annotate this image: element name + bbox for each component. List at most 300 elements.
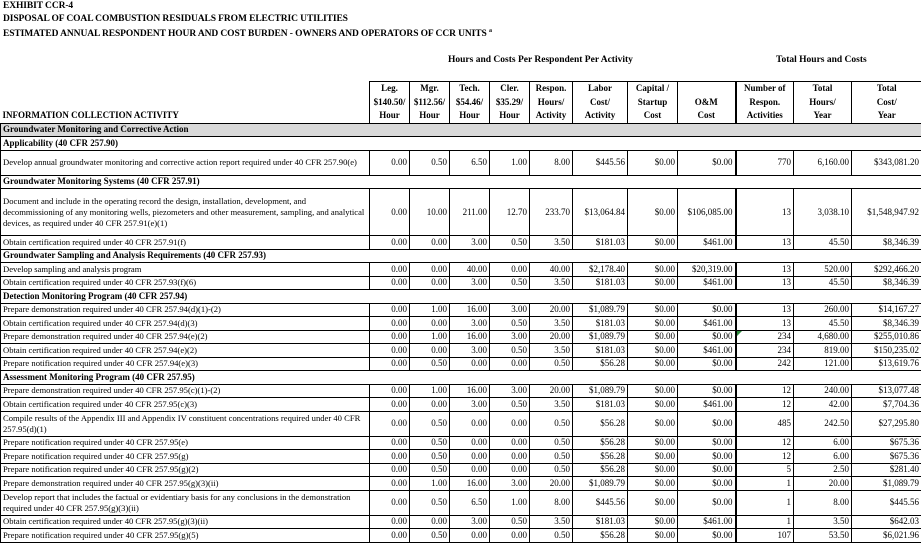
table-row (1, 150, 921, 175)
labor-cost-cell: $181.03 (573, 276, 628, 290)
mgr-hours-cell: 1.00 (410, 303, 450, 317)
total-cost-cell: $675.36 (852, 450, 921, 464)
total-cost-cell: $14,167.27 (852, 303, 921, 317)
col-num-h3: Activities (736, 109, 794, 123)
table-row (1, 398, 921, 412)
num-activities-cell: 1 (736, 490, 794, 515)
activity-cell: Obtain certification required under 40 CFR 257.91(f) (1, 236, 370, 250)
table-row (1, 411, 921, 436)
col-om-h1 (678, 82, 736, 96)
total-hours-cell: 819.00 (794, 344, 852, 358)
col-om-h3: Cost (678, 109, 736, 123)
num-activities-cell: 5 (736, 463, 794, 477)
col-respon-h1: Respon. (530, 82, 573, 96)
subsection-title: Applicability (40 CFR 257.90) (1, 137, 921, 151)
exhibit-subtitle (3, 28, 492, 39)
num-activities-cell: 13 (736, 236, 794, 250)
activity-cell: Develop annual groundwater monitoring and corrective action report required under 40 CFR 257.90(e) (1, 150, 370, 175)
table-row (1, 344, 921, 358)
leg-hours-cell: 0.00 (370, 150, 410, 175)
col-leg-h1: Leg. (370, 82, 410, 96)
respon-hours-cell: 3.50 (530, 515, 573, 529)
num-activities-cell: 234 (736, 344, 794, 358)
labor-cost-cell: $56.28 (573, 529, 628, 543)
total-hours-cell: 53.50 (794, 529, 852, 543)
table-row (1, 317, 921, 331)
col-num-h1: Number of (736, 82, 794, 96)
table-row (1, 189, 921, 236)
activity-cell: Prepare demonstration required under 40 CFR 257.94(d)(1)-(2) (1, 303, 370, 317)
total-cost-cell: $7,704.36 (852, 398, 921, 412)
total-hours-cell: 240.00 (794, 384, 852, 398)
tech-hours-cell: 3.00 (450, 317, 490, 331)
total-cost-cell: $281.40 (852, 463, 921, 477)
respon-hours-cell: 0.50 (530, 529, 573, 543)
col-labor-h2: Cost/ (573, 96, 628, 110)
section-header (1, 123, 921, 137)
capital-cost-cell: $0.00 (628, 330, 678, 344)
capital-cost-cell: $0.00 (628, 384, 678, 398)
respon-hours-cell: 0.50 (530, 357, 573, 371)
total-hours-cell: 242.50 (794, 411, 852, 436)
labor-cost-cell: $1,089.79 (573, 477, 628, 491)
tech-hours-cell: 6.50 (450, 490, 490, 515)
activity-cell: Develop sampling and analysis program (1, 263, 370, 277)
om-cost-cell: $461.00 (678, 515, 736, 529)
mgr-hours-cell: 0.00 (410, 276, 450, 290)
num-activities-cell: 770 (736, 150, 794, 175)
num-activities-cell: 1 (736, 515, 794, 529)
respon-hours-cell: 0.50 (530, 436, 573, 450)
activity-cell: Develop report that includes the factual or evidentiary basis for any conclusions in the demonstration required under 40 CFR 257.95(g)(3)(ii) (1, 490, 370, 515)
col-capital-h1: Capital / (628, 82, 678, 96)
tech-hours-cell: 16.00 (450, 384, 490, 398)
section-title: Groundwater Monitoring and Corrective Action (1, 123, 921, 137)
om-cost-cell: $0.00 (678, 463, 736, 477)
respon-hours-cell: 0.50 (530, 463, 573, 477)
leg-hours-cell: 0.00 (370, 344, 410, 358)
num-activities-cell: 1 (736, 477, 794, 491)
tech-hours-cell: 3.00 (450, 398, 490, 412)
num-activities-cell: 13 (736, 317, 794, 331)
total-cost-cell: $642.03 (852, 515, 921, 529)
col-cler-h1: Cler. (490, 82, 530, 96)
table-row (1, 477, 921, 491)
labor-cost-cell: $2,178.40 (573, 263, 628, 277)
cler-hours-cell: 3.00 (490, 303, 530, 317)
cler-hours-cell: 12.70 (490, 189, 530, 236)
total-hours-cell: 20.00 (794, 477, 852, 491)
num-activities-cell: 12 (736, 384, 794, 398)
om-cost-cell: $461.00 (678, 276, 736, 290)
labor-cost-cell: $181.03 (573, 236, 628, 250)
table-row (1, 463, 921, 477)
respon-hours-cell: 20.00 (530, 303, 573, 317)
leg-hours-cell: 0.00 (370, 236, 410, 250)
col-num-h2: Respon. (736, 96, 794, 110)
om-cost-cell: $0.00 (678, 411, 736, 436)
group-header-per-respondent: Hours and Costs Per Respondent Per Activity (448, 55, 633, 65)
col-mgr-h1: Mgr. (410, 82, 450, 96)
total-hours-cell: 6.00 (794, 436, 852, 450)
exhibit-title: DISPOSAL OF COAL COMBUSTION RESIDUALS FROM ELECTRIC UTILITIES (3, 14, 348, 24)
group-header-total: Total Hours and Costs (776, 55, 867, 65)
labor-cost-cell: $56.28 (573, 357, 628, 371)
labor-cost-cell: $56.28 (573, 463, 628, 477)
subsection-header (1, 290, 921, 304)
mgr-hours-cell: 0.00 (410, 317, 450, 331)
tech-hours-cell: 3.00 (450, 276, 490, 290)
mgr-hours-cell: 1.00 (410, 330, 450, 344)
leg-hours-cell: 0.00 (370, 490, 410, 515)
capital-cost-cell: $0.00 (628, 529, 678, 543)
leg-hours-cell: 0.00 (370, 463, 410, 477)
total-cost-cell: $255,010.86 (852, 330, 921, 344)
table-row (1, 357, 921, 371)
activity-cell: Prepare notification required under 40 CFR 257.95(g) (1, 450, 370, 464)
subsection-header (1, 137, 921, 151)
labor-cost-cell: $445.56 (573, 490, 628, 515)
total-hours-cell: 2.50 (794, 463, 852, 477)
leg-hours-cell: 0.00 (370, 384, 410, 398)
total-cost-cell: $6,021.96 (852, 529, 921, 543)
mgr-hours-cell: 0.00 (410, 398, 450, 412)
activity-cell: Prepare demonstration required under 40 CFR 257.95(g)(3)(ii) (1, 477, 370, 491)
labor-cost-cell: $181.03 (573, 344, 628, 358)
cler-hours-cell: 3.00 (490, 330, 530, 344)
table-row (1, 515, 921, 529)
leg-hours-cell: 0.00 (370, 450, 410, 464)
mgr-hours-cell: 10.00 (410, 189, 450, 236)
respon-hours-cell: 3.50 (530, 398, 573, 412)
activity-cell: Prepare demonstration required under 40 CFR 257.95(c)(1)-(2) (1, 384, 370, 398)
cler-hours-cell: 0.50 (490, 344, 530, 358)
total-hours-cell: 260.00 (794, 303, 852, 317)
exhibit-label: EXHIBIT CCR-4 (3, 1, 74, 11)
om-cost-cell: $461.00 (678, 236, 736, 250)
cler-hours-cell: 1.00 (490, 150, 530, 175)
leg-hours-cell: 0.00 (370, 436, 410, 450)
om-cost-cell: $20,319.00 (678, 263, 736, 277)
respon-hours-cell: 3.50 (530, 276, 573, 290)
tech-hours-cell: 0.00 (450, 436, 490, 450)
table-row (1, 263, 921, 277)
total-hours-cell: 3,038.10 (794, 189, 852, 236)
cler-hours-cell: 0.50 (490, 317, 530, 331)
cler-hours-cell: 0.00 (490, 450, 530, 464)
total-hours-cell: 520.00 (794, 263, 852, 277)
total-cost-cell: $8,346.39 (852, 317, 921, 331)
tech-hours-cell: 16.00 (450, 330, 490, 344)
capital-cost-cell: $0.00 (628, 411, 678, 436)
mgr-hours-cell: 0.50 (410, 357, 450, 371)
mgr-hours-cell: 0.50 (410, 529, 450, 543)
table-body (1, 123, 921, 542)
total-hours-cell: 3.50 (794, 515, 852, 529)
col-labor-h1: Labor (573, 82, 628, 96)
tech-hours-cell: 3.00 (450, 236, 490, 250)
om-cost-cell: $0.00 (678, 436, 736, 450)
col-om-h2: O&M (678, 96, 736, 110)
col-capital-h3: Cost (628, 109, 678, 123)
respon-hours-cell: 233.70 (530, 189, 573, 236)
cler-hours-cell: 0.00 (490, 357, 530, 371)
om-cost-cell: $0.00 (678, 357, 736, 371)
tech-hours-cell: 3.00 (450, 515, 490, 529)
total-cost-cell: $8,346.39 (852, 236, 921, 250)
num-activities-cell: 13 (736, 303, 794, 317)
mgr-hours-cell: 0.50 (410, 490, 450, 515)
labor-cost-cell: $181.03 (573, 317, 628, 331)
mgr-hours-cell: 1.00 (410, 477, 450, 491)
col-mgr-h3: Hour (410, 109, 450, 123)
col-labor-h3: Activity (573, 109, 628, 123)
total-cost-cell: $8,346.39 (852, 276, 921, 290)
leg-hours-cell: 0.00 (370, 357, 410, 371)
table-row (1, 303, 921, 317)
total-cost-cell: $150,235.02 (852, 344, 921, 358)
subsection-title: Groundwater Sampling and Analysis Requirements (40 CFR 257.93) (1, 249, 921, 263)
total-cost-cell: $445.56 (852, 490, 921, 515)
col-leg-h2: $140.50/ (370, 96, 410, 110)
tech-hours-cell: 211.00 (450, 189, 490, 236)
labor-cost-cell: $181.03 (573, 398, 628, 412)
respon-hours-cell: 8.00 (530, 490, 573, 515)
respon-hours-cell: 3.50 (530, 317, 573, 331)
col-tech-h1: Tech. (450, 82, 490, 96)
respon-hours-cell: 20.00 (530, 477, 573, 491)
col-total-cost-h3: Year (852, 109, 921, 123)
om-cost-cell: $0.00 (678, 529, 736, 543)
table-row (1, 436, 921, 450)
total-hours-cell: 45.50 (794, 317, 852, 331)
capital-cost-cell: $0.00 (628, 344, 678, 358)
total-cost-cell: $1,548,947.92 (852, 189, 921, 236)
activity-cell: Prepare notification required under 40 CFR 257.94(e)(3) (1, 357, 370, 371)
respon-hours-cell: 20.00 (530, 384, 573, 398)
cler-hours-cell: 1.00 (490, 490, 530, 515)
om-cost-cell: $461.00 (678, 344, 736, 358)
activity-cell: Prepare notification required under 40 CFR 257.95(g)(2) (1, 463, 370, 477)
table-row (1, 490, 921, 515)
col-total-hours-h1: Total (794, 82, 852, 96)
num-activities-cell: 12 (736, 398, 794, 412)
tech-hours-cell: 16.00 (450, 477, 490, 491)
mgr-hours-cell: 1.00 (410, 384, 450, 398)
leg-hours-cell: 0.00 (370, 330, 410, 344)
capital-cost-cell: $0.00 (628, 236, 678, 250)
mgr-hours-cell: 0.00 (410, 515, 450, 529)
total-cost-cell: $27,295.80 (852, 411, 921, 436)
mgr-hours-cell: 0.50 (410, 450, 450, 464)
subsection-header (1, 249, 921, 263)
respon-hours-cell: 3.50 (530, 344, 573, 358)
cler-hours-cell: 0.50 (490, 398, 530, 412)
capital-cost-cell: $0.00 (628, 398, 678, 412)
om-cost-cell: $0.00 (678, 330, 736, 344)
cler-hours-cell: 0.00 (490, 529, 530, 543)
labor-cost-cell: $181.03 (573, 515, 628, 529)
activity-cell: Document and include in the operating record the design, installation, development, and decommissioning of any monitoring wells, piezometers and other measurement, sampling, and analytical devices, as required under 40 CFR 257.91(e)(1) (1, 189, 370, 236)
exhibit-subtitle-text: ESTIMATED ANNUAL RESPONDENT HOUR AND COST BURDEN - OWNERS AND OPERATORS OF CCR UNITS (3, 29, 487, 40)
footnote-marker: a (488, 28, 492, 34)
total-cost-cell: $292,466.20 (852, 263, 921, 277)
num-activities-cell: 485 (736, 411, 794, 436)
respon-hours-cell: 8.00 (530, 150, 573, 175)
capital-cost-cell: $0.00 (628, 303, 678, 317)
subsection-header (1, 175, 921, 189)
total-cost-cell: $1,089.79 (852, 477, 921, 491)
capital-cost-cell: $0.00 (628, 490, 678, 515)
labor-cost-cell: $13,064.84 (573, 189, 628, 236)
cler-hours-cell: 0.50 (490, 515, 530, 529)
col-tech-h2: $54.46/ (450, 96, 490, 110)
tech-hours-cell: 0.00 (450, 529, 490, 543)
col-total-hours-h3: Year (794, 109, 852, 123)
col-tech-h3: Hour (450, 109, 490, 123)
subsection-header (1, 371, 921, 385)
num-activities-cell: 13 (736, 189, 794, 236)
col-cler-h3: Hour (490, 109, 530, 123)
leg-hours-cell: 0.00 (370, 317, 410, 331)
col-total-cost-h2: Cost/ (852, 96, 921, 110)
capital-cost-cell: $0.00 (628, 357, 678, 371)
cler-hours-cell: 0.50 (490, 276, 530, 290)
total-hours-cell: 6.00 (794, 450, 852, 464)
col-activity: INFORMATION COLLECTION ACTIVITY (1, 109, 370, 123)
capital-cost-cell: $0.00 (628, 263, 678, 277)
om-cost-cell: $106,085.00 (678, 189, 736, 236)
leg-hours-cell: 0.00 (370, 529, 410, 543)
cler-hours-cell: 3.00 (490, 384, 530, 398)
total-cost-cell: $13,619.76 (852, 357, 921, 371)
activity-cell: Prepare notification required under 40 CFR 257.95(g)(5) (1, 529, 370, 543)
col-respon-h3: Activity (530, 109, 573, 123)
subsection-title: Detection Monitoring Program (40 CFR 257.94) (1, 290, 921, 304)
leg-hours-cell: 0.00 (370, 189, 410, 236)
total-hours-cell: 8.00 (794, 490, 852, 515)
num-activities-cell: 12 (736, 436, 794, 450)
labor-cost-cell: $445.56 (573, 150, 628, 175)
mgr-hours-cell: 0.50 (410, 150, 450, 175)
subsection-title: Assessment Monitoring Program (40 CFR 257.95) (1, 371, 921, 385)
total-hours-cell: 6,160.00 (794, 150, 852, 175)
respon-hours-cell: 3.50 (530, 236, 573, 250)
cler-hours-cell: 0.00 (490, 436, 530, 450)
col-mgr-h2: $112.56/ (410, 96, 450, 110)
total-hours-cell: 121.00 (794, 357, 852, 371)
mgr-hours-cell: 0.50 (410, 463, 450, 477)
respon-hours-cell: 20.00 (530, 330, 573, 344)
burden-table (0, 81, 921, 543)
num-activities-cell: 107 (736, 529, 794, 543)
tech-hours-cell: 0.00 (450, 357, 490, 371)
capital-cost-cell: $0.00 (628, 317, 678, 331)
mgr-hours-cell: 0.50 (410, 436, 450, 450)
table-row (1, 330, 921, 344)
col-respon-h2: Hours/ (530, 96, 573, 110)
table-row (1, 384, 921, 398)
total-hours-cell: 45.50 (794, 236, 852, 250)
om-cost-cell: $0.00 (678, 490, 736, 515)
activity-cell: Obtain certification required under 40 CFR 257.94(d)(3) (1, 317, 370, 331)
col-cler-h2: $35.29/ (490, 96, 530, 110)
capital-cost-cell: $0.00 (628, 477, 678, 491)
labor-cost-cell: $1,089.79 (573, 303, 628, 317)
activity-cell: Prepare notification required under 40 CFR 257.95(e) (1, 436, 370, 450)
num-activities-cell: 13 (736, 263, 794, 277)
leg-hours-cell: 0.00 (370, 303, 410, 317)
labor-cost-cell: $1,089.79 (573, 384, 628, 398)
cler-hours-cell: 0.00 (490, 263, 530, 277)
leg-hours-cell: 0.00 (370, 263, 410, 277)
total-cost-cell: $13,077.48 (852, 384, 921, 398)
mgr-hours-cell: 0.00 (410, 236, 450, 250)
subsection-title: Groundwater Monitoring Systems (40 CFR 257.91) (1, 175, 921, 189)
capital-cost-cell: $0.00 (628, 189, 678, 236)
num-activities-cell: 234 (736, 330, 794, 344)
table-row (1, 236, 921, 250)
activity-cell: Obtain certification required under 40 CFR 257.94(e)(2) (1, 344, 370, 358)
col-leg-h3: Hour (370, 109, 410, 123)
om-cost-cell: $461.00 (678, 398, 736, 412)
table-header (1, 82, 921, 124)
tech-hours-cell: 6.50 (450, 150, 490, 175)
cler-hours-cell: 0.50 (490, 236, 530, 250)
om-cost-cell: $0.00 (678, 477, 736, 491)
activity-cell: Obtain certification required under 40 CFR 257.95(c)(3) (1, 398, 370, 412)
table-row (1, 450, 921, 464)
total-cost-cell: $675.36 (852, 436, 921, 450)
respon-hours-cell: 0.50 (530, 411, 573, 436)
capital-cost-cell: $0.00 (628, 463, 678, 477)
leg-hours-cell: 0.00 (370, 398, 410, 412)
col-total-hours-h2: Hours/ (794, 96, 852, 110)
tech-hours-cell: 0.00 (450, 411, 490, 436)
capital-cost-cell: $0.00 (628, 276, 678, 290)
labor-cost-cell: $56.28 (573, 436, 628, 450)
leg-hours-cell: 0.00 (370, 515, 410, 529)
tech-hours-cell: 0.00 (450, 463, 490, 477)
leg-hours-cell: 0.00 (370, 411, 410, 436)
total-cost-cell: $343,081.20 (852, 150, 921, 175)
mgr-hours-cell: 0.00 (410, 263, 450, 277)
labor-cost-cell: $56.28 (573, 411, 628, 436)
capital-cost-cell: $0.00 (628, 436, 678, 450)
num-activities-cell: 242 (736, 357, 794, 371)
om-cost-cell: $0.00 (678, 150, 736, 175)
activity-cell: Prepare demonstration required under 40 CFR 257.94(e)(2) (1, 330, 370, 344)
om-cost-cell: $0.00 (678, 303, 736, 317)
activity-cell: Obtain certification required under 40 CFR 257.95(g)(3)(ii) (1, 515, 370, 529)
table-row (1, 529, 921, 543)
capital-cost-cell: $0.00 (628, 150, 678, 175)
labor-cost-cell: $1,089.79 (573, 330, 628, 344)
om-cost-cell: $0.00 (678, 384, 736, 398)
total-hours-cell: 4,680.00 (794, 330, 852, 344)
om-cost-cell: $0.00 (678, 450, 736, 464)
mgr-hours-cell: 0.50 (410, 411, 450, 436)
activity-cell: Obtain certification required under 40 CFR 257.93(f)(6) (1, 276, 370, 290)
activity-cell: Compile results of the Appendix III and Appendix IV constituent concentrations required under 40 CFR 257.95(d)(1) (1, 411, 370, 436)
respon-hours-cell: 0.50 (530, 450, 573, 464)
cler-hours-cell: 0.00 (490, 411, 530, 436)
mgr-hours-cell: 0.00 (410, 344, 450, 358)
col-total-cost-h1: Total (852, 82, 921, 96)
num-activities-cell: 12 (736, 450, 794, 464)
total-hours-cell: 42.00 (794, 398, 852, 412)
cler-hours-cell: 3.00 (490, 477, 530, 491)
